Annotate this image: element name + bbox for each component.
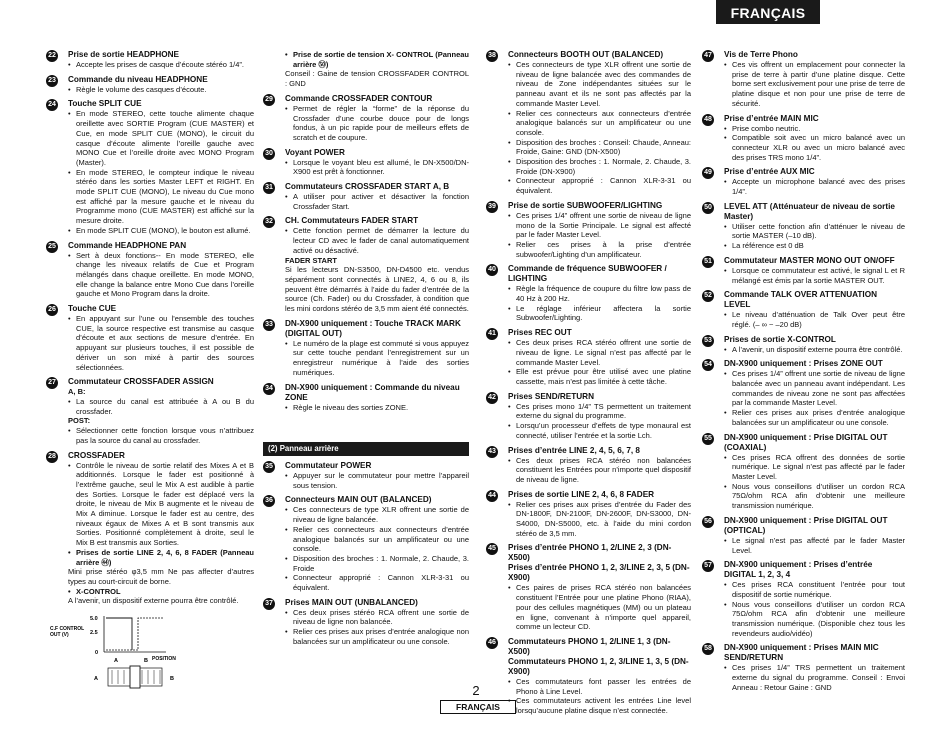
section	[46, 50, 254, 70]
section	[46, 377, 254, 445]
section	[486, 446, 691, 485]
section	[486, 50, 691, 196]
section-heading: Commande TALK OVER ATTENUATION LEVEL	[724, 290, 877, 310]
section-heading: Prises de sortie X-CONTROL	[724, 334, 836, 344]
item-number-badge: 41	[486, 328, 498, 340]
section	[46, 451, 254, 607]
item-number-badge: 46	[486, 637, 498, 649]
bullet-item: • Règle le volume des casques d’écoute.	[68, 85, 254, 95]
bullet-item: • Connecteur approprié : Cannon XLR-3-31 ou équivalent.	[285, 573, 469, 592]
item-number-badge: 44	[486, 490, 498, 502]
section	[702, 50, 905, 109]
section-heading: Commutateur MASTER MONO OUT ON/OFF	[724, 255, 895, 265]
item-number-badge: 28	[46, 451, 58, 463]
bullet-item: • Sert à deux fonctions-- En mode STEREO, elle change les niveaux relatifs de Cue et Program mélangés dans chaque oreillette. En mode MONO, elle change la balance entre Mono Cue dans l’oreille gauche et Mono Program dans la droite.	[68, 251, 254, 300]
bullet-item: • Disposition des broches : 1. Normale, 2. Chaude, 3. Froide (DN-X900)	[508, 157, 691, 176]
section-heading: Prise de sortie SUBWOOFER/LIGHTING	[508, 200, 663, 210]
section	[486, 392, 691, 441]
tick-label: 5.0	[90, 616, 98, 623]
section-heading: Commande de fréquence SUBWOOFER / LIGHTING	[508, 264, 667, 284]
section-heading: Commande CROSSFADER CONTOUR	[285, 93, 433, 103]
item-number-badge: 43	[486, 446, 498, 458]
section	[486, 637, 691, 716]
section-heading: Connecteurs BOOTH OUT (BALANCED)	[508, 50, 664, 59]
section-heading: Voyant POWER	[285, 147, 345, 157]
section	[486, 490, 691, 539]
section	[263, 148, 469, 177]
item-number-badge: 48	[702, 114, 714, 126]
section-heading: Commutateur CROSSFADER ASSIGN	[68, 377, 214, 387]
bullet-item: • Le signal n’est pas affecté par le fader Master Level.	[724, 536, 905, 555]
item-number-badge: 26	[46, 304, 58, 316]
item-number-badge: 23	[46, 75, 58, 87]
section-heading: Touche CUE	[68, 304, 117, 314]
section	[263, 598, 469, 647]
bullet-item: • Accepte les prises de casque d’écoute stéréo 1/4”.	[68, 60, 254, 70]
section-heading: Prise d’entrée AUX MIC	[724, 167, 815, 177]
bullet-item: • Relier ces connecteurs aux connecteurs d’entrée analogique balancés sur un amplificateur ou une console.	[285, 525, 469, 554]
column-2	[263, 50, 469, 647]
item-number-badge: 51	[702, 256, 714, 268]
section-heading: Commutateurs CROSSFADER START A, B	[285, 182, 450, 192]
bullet-item: • Ces vis offrent un emplacement pour connecter la prise de terre à partir d’une platine disque. Cette borne sert exclusivement pour une prise de terre de platine disque et non pour une prise de terre de sécurité.	[724, 60, 905, 109]
paragraph: A l’avenir, un dispositif externe pourra être contrôlé.	[68, 596, 239, 606]
bullet-item: • La référence est 0 dB	[724, 241, 905, 251]
item-number-badge: 22	[46, 50, 58, 62]
section-heading: DN-X900 uniquement : Prise DIGITAL OUT (COAXIAL)	[724, 432, 888, 452]
bullet-item: • Relier ces prises aux prises d’entrée analogique non balancées sur un amplificateur ou une console.	[285, 627, 469, 646]
section-heading: Prise d’entrée MAIN MIC	[724, 113, 819, 123]
bullet-item: • Ces prises RCA offrent des données de sortie numérique. Le signal n’est pas affecté par le fader Master Level.	[724, 453, 905, 482]
bullet-item: • Disposition des broches : 1. Normale, 2. Chaude, 3. Froide	[285, 554, 469, 573]
section-heading: Commande HEADPHONE PAN	[68, 240, 187, 250]
bullet-item: • A l’avenir, un dispositif externe pourra être contrôlé.	[724, 345, 905, 355]
curve-label-a: A	[114, 658, 118, 665]
item-number-badge: 42	[486, 392, 498, 404]
bullet-item: • Ces prises RCA constituent l’entrée pour tout dispositif de sortie numérique.	[724, 580, 905, 599]
section-heading: DN-X900 uniquement : Prises MAIN MIC SEND/RETURN	[724, 643, 879, 663]
bullet-item: • Elle est prévue pour être utilisé avec une platine cassette, mais n’est pas limitée à cette tâche.	[508, 367, 691, 386]
bullet-item: • En appuyant sur l’une ou l’ensemble des touches CUE, la source respective est transmise au casque d’écoute et aux sections de mesure d’entrée. En appuyant sur plusieurs touches, il est possible de dériver un son mixé à partir des sources sélectionnées.	[68, 314, 254, 372]
section-heading: DN-X900 uniquement : Prises ZONE OUT	[724, 359, 883, 369]
bullet-item: • Relier ces prises aux prises d’entrée du Fader des DN-1800F, DN-2100F, DN-2600F, DN-S3000, DN-S4000, DN-S5000, etc. à l’aide du mini cordon stéréo de 3,5 mm.	[508, 500, 691, 539]
bullet-item: • Nous vous conseillons d’utiliser un cordon RCA 75Ω/ohm RCA afin d’obtenir une meilleure transmission numérique.	[724, 482, 905, 511]
section	[702, 256, 905, 285]
item-number-badge: 36	[263, 495, 275, 507]
sub-heading: POST:	[68, 416, 91, 426]
section-heading: Prises d’entrée PHONO 1, 2/LINE 2, 3 (DN-X500)	[508, 543, 672, 563]
crossfader-diagram	[46, 612, 254, 692]
bullet-item: • Lorsque le voyant bleu est allumé, le DN-X500/DN-X900 est prêt à fonctionner.	[285, 158, 469, 177]
bullet-item: • Disposition des broches : Conseil: Chaude, Anneau: Froide, Gaine: GND (DN-X500)	[508, 138, 691, 157]
section-heading: Commutateurs PHONO 1, 2/LINE 1, 3 (DN-X500)	[508, 636, 671, 656]
section	[486, 543, 691, 632]
item-number-badge: 50	[702, 202, 714, 214]
paragraph: Conseil : Gaine de tension CROSSFADER CONTROL : GND	[285, 69, 469, 89]
column-1	[46, 50, 254, 692]
bullet-heading: • Prises de sortie LINE 2, 4, 6, 8 FADER (Panneau arrière ㊹)	[68, 548, 254, 567]
item-number-badge: 29	[263, 94, 275, 106]
section	[486, 264, 691, 323]
item-number-badge: 31	[263, 182, 275, 194]
item-number-badge: 55	[702, 433, 714, 445]
fader-label-b: B	[170, 676, 174, 683]
bullet-heading: • Prise de sortie de tension X- CONTROL (Panneau arrière ㊿)	[285, 50, 469, 69]
section	[486, 201, 691, 260]
section	[263, 182, 469, 211]
section-heading: Commande du niveau HEADPHONE	[68, 74, 208, 84]
section	[702, 202, 905, 251]
item-number-badge: 37	[263, 598, 275, 610]
item-number-badge: 56	[702, 516, 714, 528]
bullet-item: • Cette fonction permet de démarrer la lecture du lecteur CD avec le fader de canal automatiquement activé ou désactivé.	[285, 226, 469, 255]
bullet-item: • A utiliser pour activer et désactiver la fonction Crossfader Start.	[285, 192, 469, 211]
section	[702, 433, 905, 511]
bullet-item: • Lorsque ce commutateur est activé, le signal L et R mélangé est émis par la sortie MASTER OUT.	[724, 266, 905, 285]
section	[702, 167, 905, 196]
bullet-item: • Prise combo neutric.	[724, 124, 905, 134]
bullet-item: • La source du canal est attribuée à A ou B du crossfader.	[68, 397, 254, 416]
section	[263, 50, 469, 89]
bullet-item: • Ces connecteurs de type XLR offrent une sortie de niveau de ligne balancée.	[285, 505, 469, 524]
y-axis-label-2: OUT (V)	[50, 632, 69, 639]
sub-heading: FADER START	[285, 255, 337, 265]
section-heading: DN-X900 uniquement : Touche TRACK MARK (DIGITAL OUT)	[285, 318, 461, 338]
section-heading: Prises d’entrée LINE 2, 4, 5, 6, 7, 8	[508, 445, 640, 455]
panel-header: (2) Panneau arrière	[263, 442, 469, 456]
section-heading: LEVEL ATT (Atténuateur de niveau de sortie Master)	[724, 201, 895, 221]
section	[702, 290, 905, 329]
section-heading: Prises de sortie LINE 2, 4, 6, 8 FADER	[508, 489, 655, 499]
item-number-badge: 47	[702, 50, 714, 62]
bullet-item: • Permet de régler la “forme” de la réponse du Crossfader d’une courbe douce pour de longs fondus, à un pic rapide pour de meilleurs effets de scratch et de coupure.	[285, 104, 469, 143]
bullet-item: • Contrôle le niveau de sortie relatif des Mixes A et B additionnés. Lorsque le fader est positionné à l’extrême gauche, seul le Mix A est audible à partie des Sorties. Lorsque le fader est déplacé vers la droite, le niveau de Mix B augmente et le niveau de Mix A diminue. Lorsque le fader est au centre, des niveaux égaux de Mixes A et B sont transmis aux Sorties. Positionné complètement à droite, seul le Mix B est transmis aux Sorties.	[68, 461, 254, 548]
column-3	[486, 50, 691, 716]
section	[46, 304, 254, 372]
footer-language-label: FRANÇAIS	[440, 700, 516, 714]
item-number-badge: 49	[702, 167, 714, 179]
item-number-badge: 53	[702, 335, 714, 347]
section	[263, 495, 469, 592]
bullet-item: • Ces paires de prises RCA stéréo non balancées constituent l’Entrée pour une platine Phono (RIAA), pour des cellules magnétiques (MM) ou un plateau en ligne, convenant à n’importe quel appareil, comme un lecteur CD.	[508, 583, 691, 632]
bullet-item: • Ces prises mono 1/4” TS permettent un traitement externe du signal du programme.	[508, 402, 691, 421]
bullet-item: • Ces prises 1/4” offrent une sortie de niveau de ligne balancée avec un panneau avant indépendant. Les commandes de niveau zone ne sont pas affectées par la commande Master Level.	[724, 369, 905, 408]
section-heading: Commutateur POWER	[285, 460, 372, 470]
section-heading: DN-X900 uniquement : Prise DIGITAL OUT (OPTICAL)	[724, 515, 888, 535]
section-heading: Prises MAIN OUT (UNBALANCED)	[285, 597, 418, 607]
bullet-item: • Connecteur approprié : Cannon XLR-3-31 ou équivalent.	[508, 176, 691, 195]
section-heading: Prise de sortie HEADPHONE	[68, 50, 180, 59]
item-number-badge: 34	[263, 383, 275, 395]
item-number-badge: 27	[46, 377, 58, 389]
section-heading: DN-X900 uniquement : Prises d’entrée DIGITAL 1, 2, 3, 4	[724, 560, 873, 580]
bullet-item: • Relier ces prises à la prise d’entrée subwoofer/Lighting d’un amplificateur.	[508, 240, 691, 259]
section	[702, 335, 905, 355]
bullet-item: • Ces commutateurs activent les entrées Line level lorsqu’aucune platine disque n’est connectée.	[508, 696, 691, 715]
bullet-item: • Lorsqu’un processeur d’effets de type monaural est connecté, utiliser l’entrée et la sortie Lch.	[508, 421, 691, 440]
section-heading: CROSSFADER	[68, 450, 125, 460]
item-number-badge: 52	[702, 290, 714, 302]
paragraph: Si les lecteurs DN-S3500, DN-D4500 etc. vendus séparément sont connectés à LINE2, 4, 6 ou 8, ils peuvent être démarrés à l’aide du fader d’entrée de la source (Ch. Fader) ou du Crossfader, à condition que les mini cordons stéréo de 3,5 mm aient été connectés.	[285, 265, 469, 314]
bullet-item: • Ces commutateurs font passer les entrées de Phono à Line Level.	[508, 677, 691, 696]
section-heading: Touche SPLIT CUE	[68, 99, 142, 109]
bullet-item: • Ces prises 1/4” offrent une sortie de niveau de ligne mono de la Sortie Principale. Le signal est affecté par le fader Master Level.	[508, 211, 691, 240]
section	[263, 461, 469, 490]
item-number-badge: 45	[486, 543, 498, 555]
item-number-badge: 30	[263, 148, 275, 160]
bullet-item: • Ces deux prises stéréo RCA offrent une sortie de niveau de ligne non balancée.	[285, 608, 469, 627]
item-number-badge: 33	[263, 319, 275, 331]
bullet-item: • Ces connecteurs de type XLR offrent une sortie de niveau de ligne balancée avec des commandes de niveau de Zone indépendantes situées sur le panneau avant et ils ne sont pas affectés par la commande Master Level.	[508, 60, 691, 109]
section-heading: Connecteurs MAIN OUT (BALANCED)	[285, 495, 432, 505]
bullet-item: • Accepte un microphone balancé avec des prises 1/4”.	[724, 177, 905, 196]
bullet-item: • Compatible soit avec un micro balancé avec un connecteur XLR ou avec un micro balancé avec des prises TRS mono 1/4”.	[724, 133, 905, 162]
section	[46, 99, 254, 235]
section	[263, 216, 469, 313]
bullet-item: • Le niveau d’atténuation de Talk Over peut être réglé. (– ∞ ~ –20 dB)	[724, 310, 905, 329]
section-heading: Prises REC OUT	[508, 328, 572, 338]
section-heading: CH. Commutateurs FADER START	[285, 216, 419, 226]
item-number-badge: 35	[263, 461, 275, 473]
section-heading: DN-X900 uniquement : Commande du niveau ZONE	[285, 382, 460, 402]
bullet-item: • Règle le niveau des sorties ZONE.	[285, 403, 469, 413]
sub-heading: A, B:	[68, 387, 86, 397]
item-number-badge: 40	[486, 264, 498, 276]
section	[702, 114, 905, 163]
fader-label-a: A	[94, 676, 98, 683]
section-heading: Prises SEND/RETURN	[508, 391, 594, 401]
bullet-item: • Utiliser cette fonction afin d’atténuer le niveau de sortie MASTER (–10 dB).	[724, 222, 905, 241]
curve-label-b: B	[144, 658, 148, 665]
bullet-item: • Le numéro de la plage est commuté si vous appuyez sur cette touche pendant l’enregistrement sur un enregistreur numérique à l’aide des sorties numériques.	[285, 339, 469, 378]
bullet-item: • Relier ces prises aux prises d’entrée analogique balancées sur un amplificateur ou une console.	[724, 408, 905, 427]
section	[702, 560, 905, 638]
section-heading: Prises d’entrée PHONO 1, 2, 3/LINE 2, 3, 5 (DN-X900)	[508, 563, 690, 583]
bullet-item: • Appuyer sur le commutateur pour mettre l’appareil sous tension.	[285, 471, 469, 490]
bullet-item: • Nous vous conseillons d’utiliser un cordon RCA 75Ω/ohm RCA afin d’obtenir une meilleure transmission numérique. (Disponible chez tous les revendeurs audio/vidéo)	[724, 600, 905, 639]
bullet-item: • Ces deux prises RCA stéréo offrent une sortie de niveau de ligne. Le signal n’est pas affecté par le commande Master Level.	[508, 338, 691, 367]
bullet-item: • Sélectionner cette fonction lorsque vous n’attribuez pas la source du canal au crossfader.	[68, 426, 254, 445]
section	[486, 328, 691, 387]
bullet-heading: • X-CONTROL	[68, 587, 254, 597]
crossfader-curve-diagram	[46, 612, 196, 692]
tick-label: 2.5	[90, 630, 98, 637]
section	[702, 359, 905, 427]
language-tab: FRANÇAIS	[716, 0, 820, 24]
bullet-item: • Le réglage inférieur affectera la sortie Subwoofer/Lighting.	[508, 304, 691, 323]
section	[263, 319, 469, 378]
section	[46, 241, 254, 300]
item-number-badge: 24	[46, 99, 58, 111]
section	[702, 643, 905, 692]
section-heading: Vis de Terre Phono	[724, 50, 798, 59]
bullet-item: • Relier ces connecteurs aux connecteurs d’entrée analogique balancés sur un amplificateur ou une console.	[508, 109, 691, 138]
item-number-badge: 54	[702, 359, 714, 371]
column-4	[702, 50, 905, 693]
item-number-badge: 57	[702, 560, 714, 572]
section	[702, 516, 905, 555]
bullet-item: • Ces deux prises RCA stéréo non balancées constituent les Entrées pour n’importe quel dispositif de niveau de ligne.	[508, 456, 691, 485]
fader-knob	[130, 666, 140, 688]
y-axis-label: C.F CONTROL	[50, 626, 85, 633]
curve-b	[106, 618, 164, 650]
page-number: 2	[472, 683, 480, 698]
bullet-item: • Règle la fréquence de coupure du filtre low pass de 40 Hz à 200 Hz.	[508, 284, 691, 303]
section	[46, 75, 254, 95]
curve-a	[106, 618, 132, 650]
paragraph: Mini prise stéréo φ3,5 mm Ne pas affecter d’autres types au court-circuit de borne.	[68, 567, 254, 586]
bullet-item: • En mode SPLIT CUE (MONO), le bouton est allumé.	[68, 226, 254, 236]
section	[263, 94, 469, 143]
item-number-badge: 58	[702, 643, 714, 655]
item-number-badge: 39	[486, 201, 498, 213]
section-heading: Commutateurs PHONO 1, 2, 3/LINE 1, 3, 5 (DN-X900)	[508, 656, 689, 676]
bullet-item: • Ces prises 1/4” TRS permettent un traitement externe du signal du programme. Conseil : Envoi Anneau : Retour Gaine : GND	[724, 663, 905, 692]
bullet-item: • En mode STEREO, le compteur indique le niveau stéréo dans les sorties Master LEFT et RIGHT. En mode SPLIT CUE (MONO), Le niveau du Cue mono est affiché par la mesure gauche et le niveau du Programme mono (CUE MASTER) est affiché sur la mesure droite.	[68, 168, 254, 226]
item-number-badge: 38	[486, 50, 498, 62]
tick-label: 0	[95, 650, 99, 657]
section	[263, 383, 469, 413]
item-number-badge: 32	[263, 216, 275, 228]
bullet-item: • En mode STEREO, cette touche alimente chaque oreillette avec SORTIE Program (CUE MASTER) et Cue, en mode SPLIT CUE (MONO), le circuit du casque d’écoute alimente l’oreille gauche avec MONO Cue et l’oreille droite avec MONO Program (Master).	[68, 109, 254, 167]
item-number-badge: 25	[46, 241, 58, 253]
position-label: POSITION	[152, 656, 176, 663]
